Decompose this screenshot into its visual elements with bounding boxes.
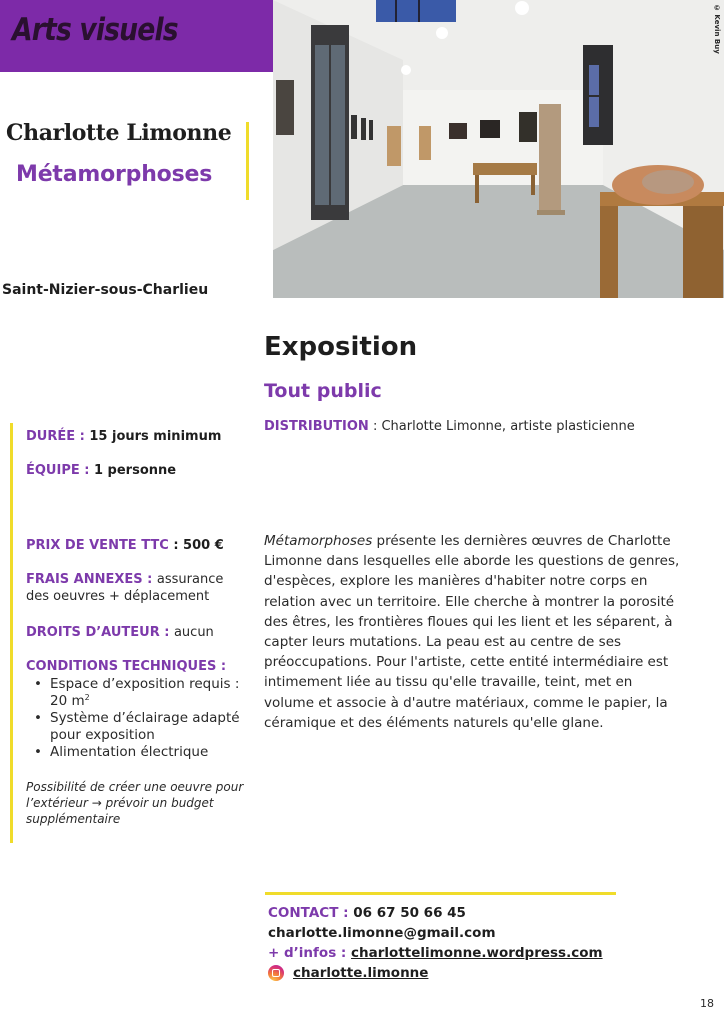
condition-item: • Alimentation électrique (26, 744, 246, 761)
show-title: Métamorphoses (16, 162, 213, 187)
contact-label: CONTACT : (268, 905, 354, 921)
condition-text: Espace d’exposition requis : 20 m (50, 676, 240, 709)
artist-name: Charlotte Limonne (6, 120, 232, 146)
contact-block (268, 903, 603, 983)
prix-value: : 500 € (168, 538, 224, 553)
condition-item: • Système d’éclairage adapté pour exposition (26, 710, 246, 744)
infos-label: + d’infos : (268, 945, 352, 961)
description (264, 531, 684, 733)
info-frais (26, 571, 241, 605)
duree-label: DURÉE : (26, 429, 90, 444)
exhibition-photo (273, 0, 724, 298)
phone[interactable]: 06 67 50 66 45 (353, 905, 466, 921)
category-banner (0, 0, 273, 72)
page-number: 18 (700, 997, 714, 1010)
equipe-label: ÉQUIPE : (26, 463, 94, 478)
category-title: Arts visuels (12, 12, 178, 48)
description-text: présente les dernières œuvres de Charlotte Limonne dans lesquelles elle aborde les questions de genres, d'espèces, explore les manières d'habiter notre corps en relation avec un territoire. Elle cherche à montrer la porosité des êtres, les frontières floues qui les lient et les séparent, à capter leurs mutations. La peau est au centre de ses préoccupations. Pour l'artiste, cette entité intermédiaire est intimement liée au tissu qu'elle travaille, teint, met en volume et associe à d'autre matériaux, comme le papier, la céramique et des éléments naturels qu'elle glane. (264, 533, 680, 731)
info-equipe (26, 462, 176, 479)
distribution-label: DISTRIBUTION (264, 419, 369, 434)
info-droits (26, 624, 214, 641)
condition-item (26, 676, 246, 710)
audience-heading: Tout public (264, 380, 382, 402)
info-prix (26, 537, 224, 554)
description-title: Métamorphoses (264, 533, 373, 549)
website-row (268, 943, 603, 963)
section-heading: Exposition (264, 332, 418, 362)
droits-value: aucun (173, 625, 214, 640)
contact-accent-line (265, 892, 616, 895)
info-accent-bar (10, 423, 13, 843)
instagram-row (268, 963, 603, 983)
distribution-value: : Charlotte Limonne, artiste plasticienne (368, 419, 635, 434)
gallery-illustration (273, 0, 724, 298)
distribution (264, 419, 635, 434)
info-duree (26, 428, 221, 445)
extra-note: Possibilité de créer une oeuvre pour l’extérieur → prévoir un budget supplémentaire (26, 780, 244, 826)
duree-value: 15 jours minimum (89, 429, 222, 444)
conditions-list (26, 676, 246, 761)
location: Saint-Nizier-sous-Charlieu (2, 282, 209, 298)
instagram-link[interactable]: charlotte.limonne (293, 965, 429, 981)
title-accent-bar (246, 122, 249, 200)
info-conditions (26, 658, 246, 761)
frais-label: FRAIS ANNEXES : (26, 572, 157, 587)
photo-credit: © Kevin Buy (713, 4, 721, 54)
email[interactable]: charlotte.limonne@gmail.com (268, 925, 496, 941)
instagram-icon (268, 965, 284, 981)
droits-label: DROITS D’AUTEUR : (26, 625, 174, 640)
website-link[interactable]: charlottelimonne.wordpress.com (351, 945, 603, 961)
frais-value: assurance des oeuvres + déplacement (26, 572, 224, 604)
prix-label: PRIX DE VENTE TTC (26, 538, 169, 553)
contact-phone-row (268, 903, 603, 923)
superscript: 2 (84, 693, 90, 702)
conditions-label: CONDITIONS TECHNIQUES : (26, 659, 227, 674)
equipe-value: 1 personne (93, 463, 177, 478)
